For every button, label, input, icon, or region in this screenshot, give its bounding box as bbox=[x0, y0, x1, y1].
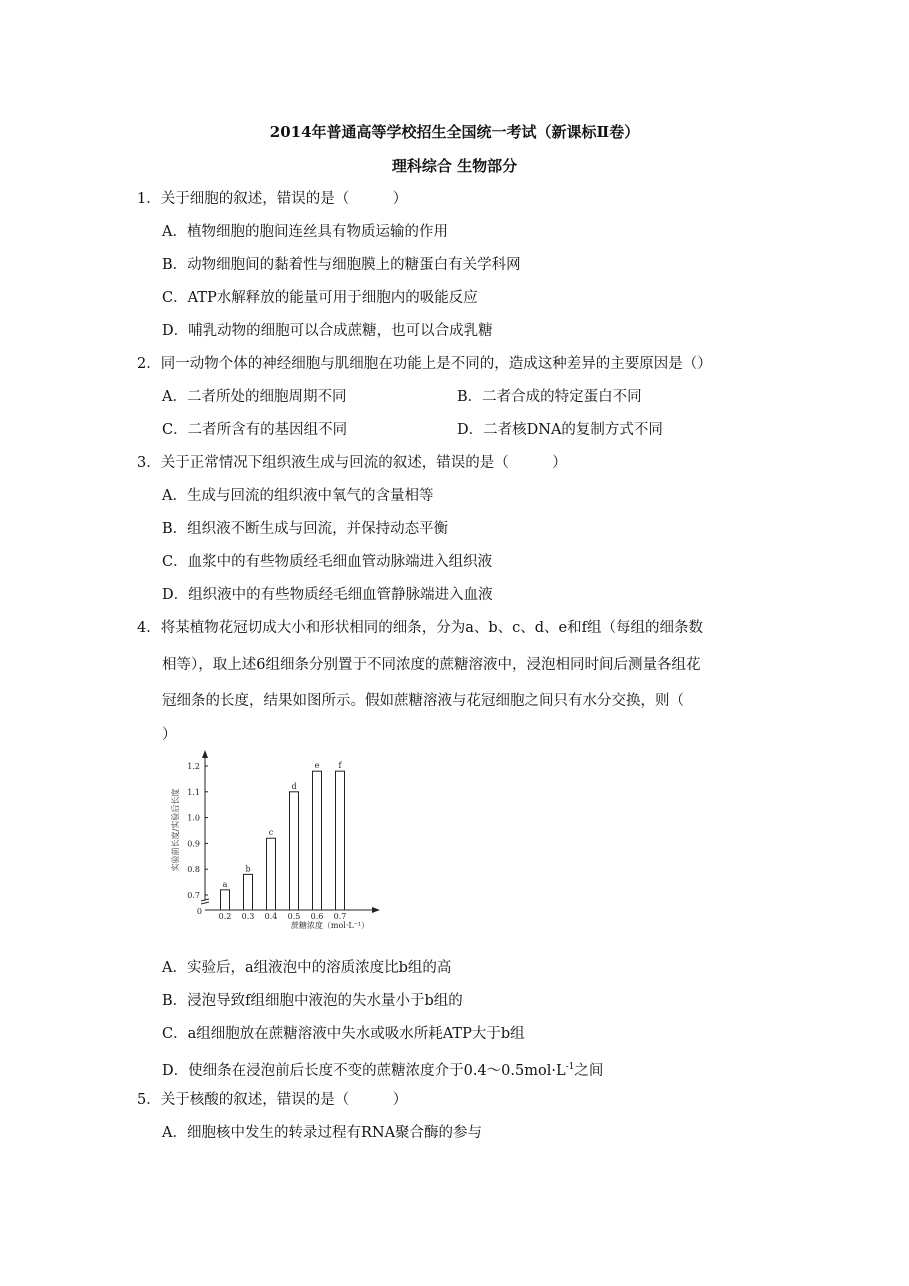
y-tick-label-5: 1.2 bbox=[187, 762, 200, 771]
question-1-option-a: A．植物细胞的胞间连丝具有物质运输的作用 bbox=[162, 224, 448, 240]
question-4-option-c: C．a组细胞放在蔗糖溶液中失水或吸水所耗ATP大于b组 bbox=[162, 1026, 525, 1042]
x-tick-label-1: 0.3 bbox=[241, 912, 255, 921]
question-4-option-a: A．实验后，a组液泡中的溶质浓度比b组的高 bbox=[162, 960, 452, 976]
bar-a bbox=[221, 890, 230, 910]
page-subtitle: 理科综合 生物部分 bbox=[391, 157, 518, 175]
question-4-stem-line-1: 4．将某植物花冠切成大小和形状相同的细条，分为a、b、c、d、e和f组（每组的细条数 bbox=[137, 620, 703, 636]
x-tick-label-3: 0.5 bbox=[287, 912, 301, 921]
question-2-option-a: A．二者所处的细胞周期不同 bbox=[162, 389, 347, 405]
bar-e bbox=[313, 771, 322, 910]
x-tick-label-4: 0.6 bbox=[310, 912, 324, 921]
y-tick-label-1: 0.8 bbox=[187, 865, 200, 875]
question-2-option-b: B．二者合成的特定蛋白不同 bbox=[457, 389, 642, 405]
bar-d bbox=[290, 792, 299, 910]
question-4-stem-line-4: ） bbox=[162, 727, 177, 743]
bar-chart bbox=[160, 748, 390, 938]
bar-label-b: b bbox=[245, 864, 251, 874]
question-3-option-b: B．组织液不断生成与回流，并保持动态平衡 bbox=[162, 521, 449, 537]
question-4-option-b: B．浸泡导致f组细胞中液泡的失水量小于b组的 bbox=[162, 993, 463, 1009]
bar-label-f: f bbox=[338, 761, 342, 771]
y-axis-arrow bbox=[202, 750, 208, 758]
question-1-option-c: C．ATP水解释放的能量可用于细胞内的吸能反应 bbox=[162, 290, 478, 306]
x-axis-arrow bbox=[372, 907, 380, 913]
unit-exponent: -1 bbox=[565, 1062, 575, 1072]
x-tick-label-2: 0.4 bbox=[264, 912, 278, 921]
question-3-option-d: D．组织液中的有些物质经毛细血管静脉端进入血液 bbox=[162, 587, 493, 603]
question-4-stem-line-2: 相等），取上述6组细条分别置于不同浓度的蔗糖溶液中，浸泡相同时间后测量各组花 bbox=[162, 657, 701, 673]
bar-f bbox=[336, 771, 345, 910]
question-1-stem: 1．关于细胞的叙述，错误的是（ ） bbox=[137, 191, 408, 207]
question-3-option-a: A．生成与回流的组织液中氧气的含量相等 bbox=[162, 488, 434, 504]
question-3-stem: 3．关于正常情况下组织液生成与回流的叙述，错误的是（ ） bbox=[137, 455, 567, 471]
page-title: 2014年普通高等学校招生全国统一考试（新课标Ⅱ卷） bbox=[269, 123, 640, 141]
question-1-option-d: D．哺乳动物的细胞可以合成蔗糖，也可以合成乳糖 bbox=[162, 323, 493, 339]
x-tick-label-5: 0.7 bbox=[333, 912, 347, 921]
axis-break bbox=[201, 899, 209, 904]
question-2-stem: 2．同一动物个体的神经细胞与肌细胞在功能上是不同的，造成这种差异的主要原因是（） bbox=[137, 356, 712, 372]
x-axis-label: 蔗糖浓度（mol·L⁻¹） bbox=[290, 921, 370, 930]
y-tick-label-3: 1.0 bbox=[187, 813, 200, 823]
bar-b bbox=[244, 874, 253, 910]
x-tick-label-0: 0.2 bbox=[218, 912, 232, 921]
question-2-option-d: D．二者核DNA的复制方式不同 bbox=[457, 422, 663, 438]
bar-c bbox=[267, 838, 276, 910]
bar-label-a: a bbox=[222, 879, 228, 889]
question-4-option-d-tail: 之间 bbox=[574, 1062, 604, 1079]
y-tick-label-4: 1.1 bbox=[187, 787, 200, 797]
question-3-option-c: C．血浆中的有些物质经毛细血管动脉端进入组织液 bbox=[162, 554, 493, 570]
y-tick-label-2: 0.9 bbox=[187, 839, 200, 849]
question-4-option-d bbox=[162, 1057, 603, 1081]
bar-label-d: d bbox=[291, 781, 297, 791]
question-1-option-b: B．动物细胞间的黏着性与细胞膜上的糖蛋白有关学科网 bbox=[162, 257, 521, 273]
y-axis-label: 实验前长度/实验后长度 bbox=[171, 788, 180, 872]
origin-label: 0 bbox=[196, 907, 202, 916]
question-4-option-d-text: D．使细条在浸泡前后长度不变的蔗糖浓度介于0.4～0.5mol·L bbox=[162, 1062, 566, 1079]
bar-label-e: e bbox=[314, 761, 320, 771]
question-5-stem: 5．关于核酸的叙述，错误的是（ ） bbox=[137, 1092, 408, 1108]
y-tick-label-0: 0.7 bbox=[187, 891, 200, 900]
question-5-option-a: A．细胞核中发生的转录过程有RNA聚合酶的参与 bbox=[162, 1125, 483, 1141]
bar-label-c: c bbox=[268, 828, 274, 838]
question-4-stem-line-3: 冠细条的长度，结果如图所示。假如蔗糖溶液与花冠细胞之间只有水分交换，则（ bbox=[162, 693, 684, 709]
question-2-option-c: C．二者所含有的基因组不同 bbox=[162, 422, 348, 438]
